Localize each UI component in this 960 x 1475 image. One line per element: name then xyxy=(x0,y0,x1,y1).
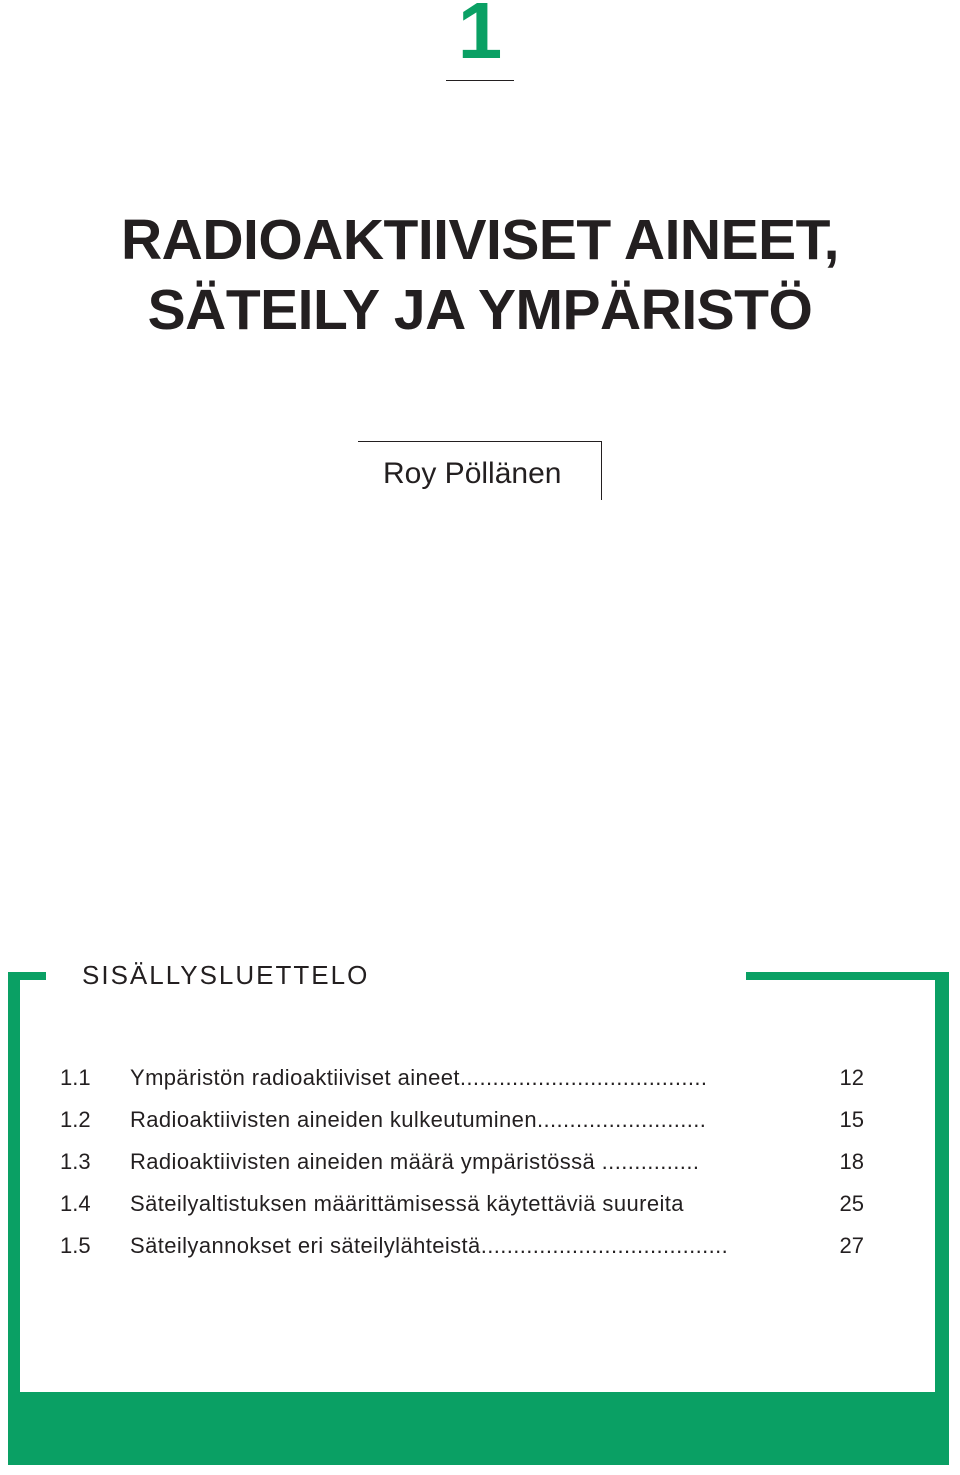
toc-entry[interactable] xyxy=(60,1104,870,1146)
toc-entry-title: Säteilyannokset eri säteilylähteistä...................................... xyxy=(130,1233,729,1258)
toc-entry-number: 1.5 xyxy=(60,1233,91,1258)
chapter-title-line-2: SÄTEILY JA YMPÄRISTÖ xyxy=(147,278,813,342)
toc-frame-bottom xyxy=(8,1392,949,1465)
toc-entry-title: Radioaktiivisten aineiden määrä ympäristössä ............... xyxy=(130,1149,700,1174)
author-name: Roy Pöllänen xyxy=(383,457,562,490)
toc-entry-page: 27 xyxy=(839,1233,864,1258)
toc-entry-title: Ympäristön radioaktiiviset aineet...................................... xyxy=(130,1065,708,1090)
toc-entry-number: 1.3 xyxy=(60,1149,91,1174)
chapter-rule xyxy=(446,80,514,81)
chapter-number: 1 xyxy=(457,0,503,75)
toc-frame-right xyxy=(935,972,949,1392)
toc-entry[interactable] xyxy=(60,1146,870,1188)
toc-entry[interactable] xyxy=(60,1062,870,1104)
toc-entry-number: 1.1 xyxy=(60,1065,91,1090)
toc-frame-left xyxy=(8,972,20,1392)
chapter-title xyxy=(0,205,960,345)
toc-entry-number: 1.2 xyxy=(60,1107,91,1132)
toc-entry[interactable] xyxy=(60,1230,870,1272)
toc-entry-page: 12 xyxy=(839,1065,864,1090)
toc-entry-title: Säteilyaltistuksen määrittämisessä käytettäviä suureita xyxy=(130,1191,684,1216)
toc-entry-number: 1.4 xyxy=(60,1191,91,1216)
toc-entry-page: 18 xyxy=(839,1149,864,1174)
toc-entry-title: Radioaktiivisten aineiden kulkeutuminen.......................... xyxy=(130,1107,707,1132)
toc-entry-page: 15 xyxy=(839,1107,864,1132)
chapter-title-line-1: RADIOAKTIIVISET AINEET, xyxy=(121,208,839,272)
toc-entry[interactable] xyxy=(60,1188,870,1230)
toc-frame-top-right xyxy=(746,972,949,980)
toc-entry-page: 25 xyxy=(839,1191,864,1216)
toc-list xyxy=(60,1062,870,1272)
toc-heading: SISÄLLYSLUETTELO xyxy=(82,960,370,990)
